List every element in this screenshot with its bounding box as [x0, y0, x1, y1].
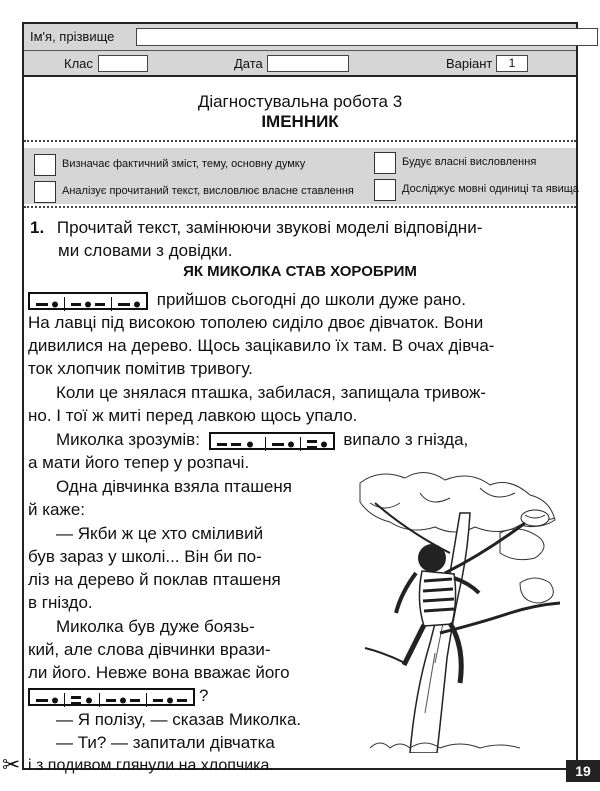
task-number: 1. — [30, 218, 45, 237]
story-text: — Якби ж це хто сміливий — [56, 524, 264, 543]
task-text-1: Прочитай текст, замінюючи звукові моделі відповідни- — [56, 218, 483, 237]
story-text: й каже: — [28, 500, 86, 519]
story-text: ли його. Невже вона вважає його — [28, 663, 290, 682]
variant-label: Варіант — [446, 56, 493, 71]
story-text: а мати його тепер у розпачі. — [28, 453, 250, 472]
skill-label: Визначає фактичний зміст, тему, основну думку — [62, 158, 306, 170]
skill-label: Будує власні висловлення — [402, 156, 537, 168]
skill-checkbox[interactable] — [374, 152, 396, 174]
story-text: дивилися на дерево. Щось зацікавило їх там. В очах дівча- — [28, 336, 495, 355]
date-field[interactable] — [267, 55, 349, 72]
skills-panel — [24, 148, 579, 204]
cut-line-top — [24, 140, 576, 142]
story-text: — Ти? — запитали дівчатка — [56, 733, 275, 752]
name-label: Ім'я, прізвище — [30, 29, 115, 44]
story-text: Миколка зрозумів: — [56, 430, 200, 449]
class-field[interactable] — [98, 55, 148, 72]
story-text: Коли це знялася пташка, забилася, запищала тривож- — [56, 383, 487, 402]
story-title: ЯК МИКОЛКА СТАВ ХОРОБРИМ — [183, 263, 417, 280]
sound-model-1 — [28, 292, 148, 310]
variant-field[interactable]: 1 — [496, 55, 528, 72]
story-line — [28, 684, 208, 707]
story-text: ліз на дерево й поклав пташеня — [28, 570, 281, 589]
skill-checkbox[interactable] — [34, 181, 56, 203]
story-text: був зараз у школі... Він би по- — [28, 547, 262, 566]
story-text: Миколка був дуже боязь- — [56, 617, 255, 636]
story-text: На лавці під високою тополею сиділо двоє дівчаток. Вони — [28, 313, 484, 332]
story-text: но. І тої ж миті перед лавкою щось упало. — [28, 406, 358, 425]
skill-checkbox[interactable] — [34, 154, 56, 176]
story-line — [56, 428, 468, 451]
sound-model-2 — [209, 432, 335, 450]
sound-model-3 — [28, 688, 195, 706]
name-row — [24, 24, 576, 51]
story-text: в гніздо. — [28, 593, 93, 612]
story-text: Одна дівчинка взяла пташеня — [56, 477, 292, 496]
date-label: Дата — [234, 56, 263, 71]
skill-label: Аналізує прочитаний текст, висловлює власне ставлення — [62, 185, 354, 197]
boy-climbing-tree-illustration — [350, 463, 580, 753]
name-field[interactable] — [136, 28, 598, 46]
story-text: випало з гнізда, — [343, 430, 469, 449]
story-text: — Я полізу, — сказав Миколка. — [56, 710, 302, 729]
skill-label: Досліджує мовні одиниці та явища — [402, 183, 579, 195]
task-text-2: ми словами з довідки. — [58, 241, 233, 260]
work-title: Діагностувальна робота 3 — [197, 92, 403, 111]
cut-line-bottom — [24, 206, 576, 208]
story-text: ток хлопчик помітив тривогу. — [28, 359, 253, 378]
scissors-icon: ✂ — [2, 752, 21, 777]
class-date-variant-row — [24, 51, 576, 77]
skill-checkbox[interactable] — [374, 179, 396, 201]
topic-title: ІМЕННИК — [261, 112, 339, 131]
story-text: кий, але слова дівчинки врази- — [28, 640, 271, 659]
story-text: і з подивом глянули на хлопчика. — [28, 757, 274, 774]
page-number: 19 — [566, 760, 600, 782]
task-line-1 — [30, 216, 482, 239]
story-text: прийшов сьогодні до школи дуже рано. — [156, 290, 466, 309]
class-label: Клас — [64, 56, 93, 71]
story-text: ? — [199, 686, 209, 705]
story-line — [28, 288, 466, 311]
